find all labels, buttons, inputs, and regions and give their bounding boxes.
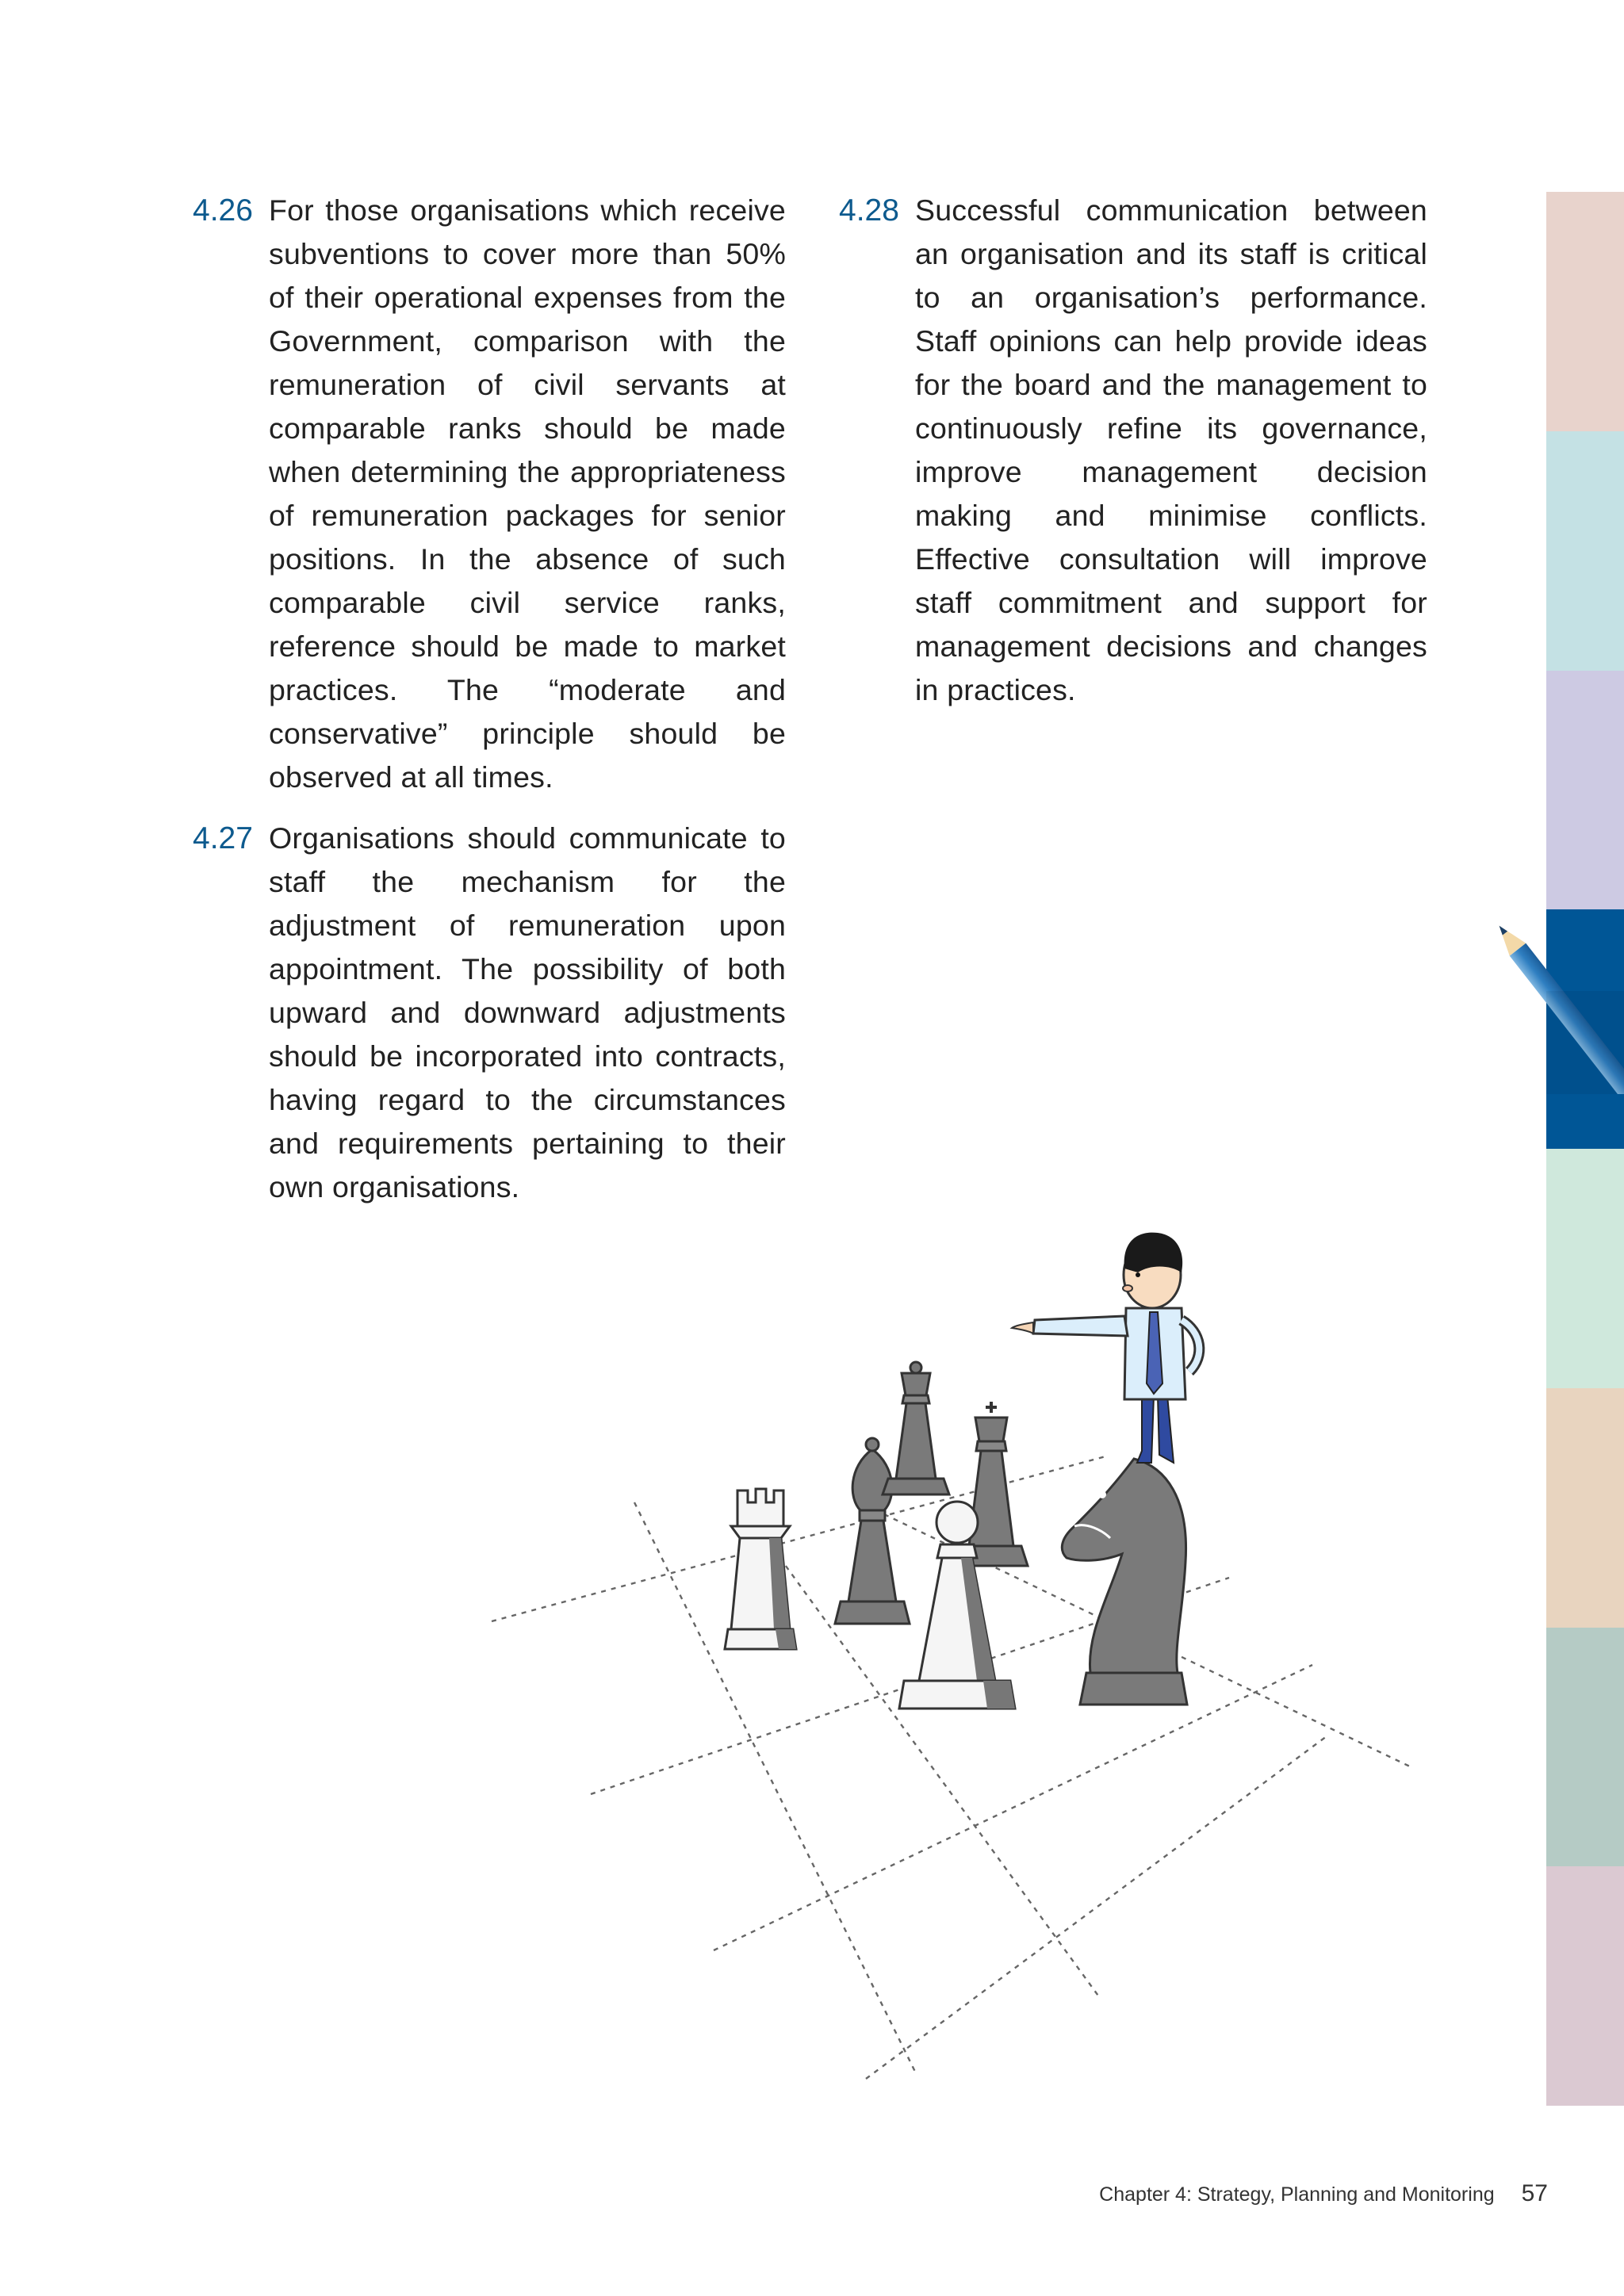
footer-chapter-title: Chapter 4: Strategy, Planning and Monitoring (1099, 2183, 1495, 2206)
paragraph-text: For those organisations which receive subventions to cover more than 50% of their operational expenses from the Government, comparison with the remuneration of civil servants at comparable ranks should be made when determining the appropriateness of remuneration packages for senior positions. In the absence of such comparable civil service ranks, reference should be made to market practices. The “moderate and conservative” principle should be observed at all times. (269, 193, 786, 794)
chess-queen-icon (883, 1362, 949, 1494)
chess-rook-icon (725, 1489, 796, 1649)
paragraph-number: 4.28 (839, 193, 899, 228)
paragraph-number: 4.27 (193, 821, 253, 855)
paragraph-number: 4.26 (193, 193, 253, 228)
chapter-tabs (1546, 192, 1624, 2106)
paragraph-4-28 (839, 189, 1442, 712)
pencil-icon (1491, 904, 1624, 1094)
page-footer (1099, 2180, 1548, 2207)
businessman-icon (1012, 1233, 1199, 1463)
chapter-tab-6[interactable] (1546, 1388, 1624, 1628)
chapter-tab-5[interactable] (1546, 1149, 1624, 1388)
page-number: 57 (1521, 2180, 1548, 2206)
paragraph-text: Successful communication between an organisation and its staff is critical to an organisation’s performance. Staff opinions can help provide ideas for the board and the management to continuously refine its governance, improve management decision making and minimise conflicts. Effective consultation will improve staff commitment and support for management decisions and changes in practices. (915, 193, 1427, 706)
paragraph-text: Organisations should communicate to staff the mechanism for the adjustment of remuneration upon appointment. The possibility of both upward and downward adjustments should be incorporated into contracts, having regard to the circumstances and requirements pertaining to their own organisations. (269, 821, 786, 1203)
chapter-tab-8[interactable] (1546, 1866, 1624, 2106)
paragraph-4-26 (193, 189, 795, 794)
chapter-tab-2[interactable] (1546, 431, 1624, 671)
chess-illustration (476, 1189, 1507, 2109)
chess-knight-icon (1062, 1459, 1187, 1705)
chapter-tab-7[interactable] (1546, 1628, 1624, 1867)
chapter-tab-3[interactable] (1546, 671, 1624, 910)
chapter-tab-1[interactable] (1546, 192, 1624, 431)
paragraph-4-27 (193, 817, 795, 1213)
